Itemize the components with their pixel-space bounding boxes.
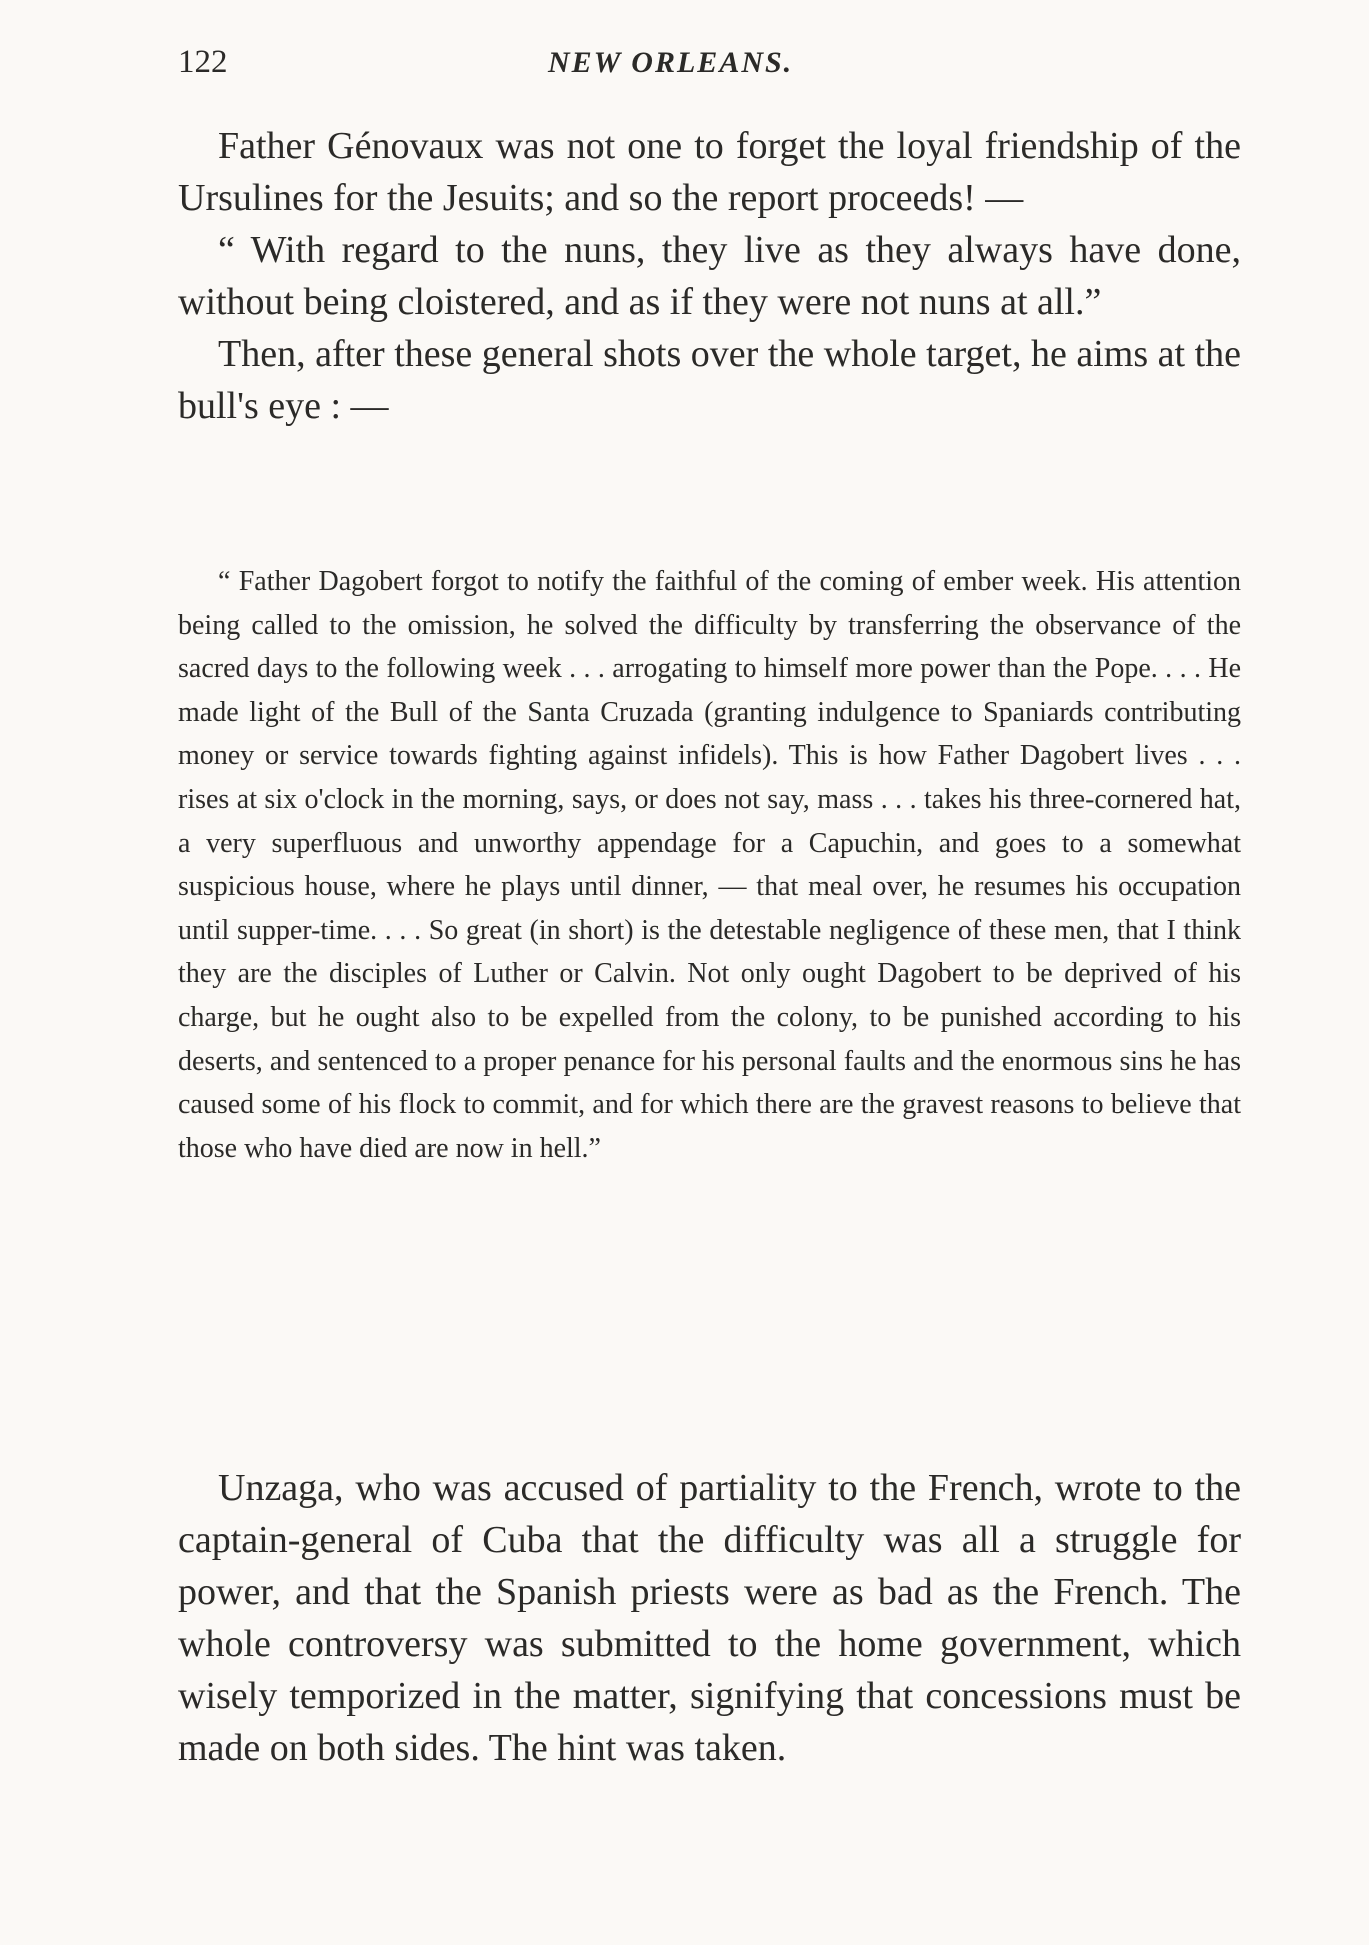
paragraph-unzaga: Unzaga, who was accused of partiality to the French, wrote to the captain-general of Cuba that the difficulty was all a struggle for power, and that the Spanish priests were as bad as the French. The whole controversy was submitted to the home government, which wisely temporized in the matter, signifying that concessions must be made on both sides. The hint was taken.	[178, 1467, 1241, 1769]
book-page	[178, 0, 1241, 1945]
running-head	[178, 44, 1241, 84]
paragraph-genovaux: Father Génovaux was not one to forget the loyal friendship of the Ursulines for the Jesuits; and so the report proceeds! —	[178, 125, 1241, 219]
paragraph-nuns-quote: “ With regard to the nuns, they live as they always have done, without being cloistered, and as if they were not nuns at all.”	[178, 229, 1241, 323]
page-number: 122	[178, 44, 228, 80]
block-quote-dagobert: “ Father Dagobert forgot to notify the faithful of the coming of ember week. His attention being called to the omission, he solved the difficulty by transferring the observance of the sacred days to the following week . . . arrogating to himself more power than the Pope. . . . He made light of the Bull of the Santa Cruzada (granting indulgence to Spaniards contributing money or service towards fighting against infidels). This is how Father Dagobert lives . . . rises at six o'clock in the morning, says, or does not say, mass . . . takes his three-cornered hat, a very superfluous and unworthy appendage for a Capuchin, and goes to a somewhat suspicious house, where he plays until dinner, — that meal over, he resumes his occupation until supper-time. . . . So great (in short) is the detestable negligence of these men, that I think they are the disciples of Luther or Calvin. Not only ought Dagobert to be deprived of his charge, but he ought also to be expelled from the colony, to be punished according to his deserts, and sentenced to a proper penance for his personal faults and the enormous sins he has caused some of his flock to commit, and for which there are the gravest reasons to believe that those who have died are now in hell.”	[178, 566, 1241, 1164]
paragraph-bulls-eye: Then, after these general shots over the whole target, he aims at the bull's eye : —	[178, 333, 1241, 427]
opening-paragraphs	[178, 120, 1241, 432]
running-title: NEW ORLEANS.	[548, 46, 794, 79]
closing-paragraphs	[178, 1462, 1241, 1774]
